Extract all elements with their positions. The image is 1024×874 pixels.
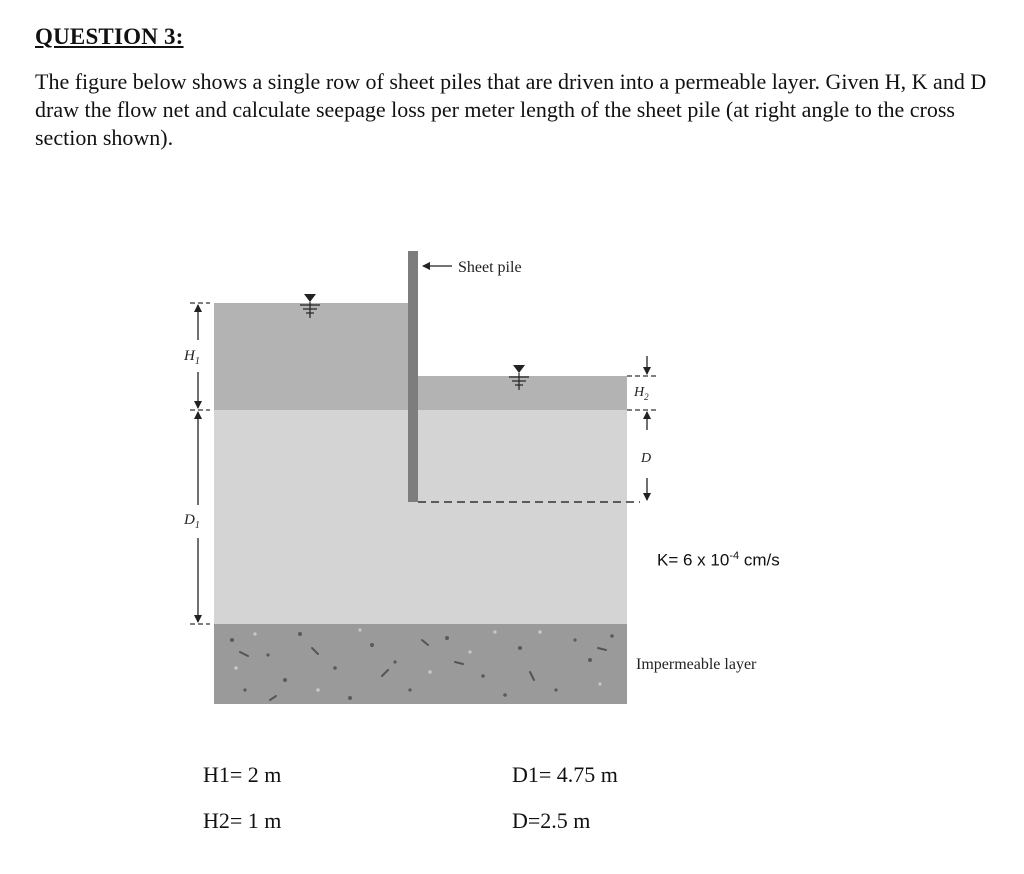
d-label: D — [641, 451, 652, 466]
h1-label: H — [184, 348, 195, 364]
impermeable-layer-label: Impermeable layer — [636, 656, 757, 673]
impermeable-layer — [214, 624, 627, 704]
k-exponent: -4 — [729, 550, 740, 562]
sheet-pile — [408, 251, 418, 502]
permeability-label — [657, 550, 780, 571]
upstream-water — [214, 303, 408, 410]
svg-text:H1 — [183, 348, 200, 367]
svg-text:H2 — [633, 385, 649, 402]
h2-dimension — [633, 356, 649, 430]
svg-text:D1 — [183, 512, 200, 531]
h1-subscript: 1 — [194, 356, 200, 367]
d1-label: D — [184, 512, 195, 528]
given-h2: H2= 1 m — [203, 808, 282, 833]
sheet-pile-label: Sheet pile — [458, 259, 522, 276]
question-text: The figure below shows a single row of sheet piles that are driven into a permeable layer. Given H, K and D draw the flow net and calculate seepage loss per meter length of the sheet pile (at right angle to the cross section shown). — [35, 69, 987, 150]
question-heading: QUESTION 3: — [35, 24, 184, 49]
permeable-soil-layer — [214, 410, 627, 624]
k-prefix: K= 6 x 10 — [657, 550, 730, 570]
h2-label: H — [634, 385, 645, 400]
d-dimension — [640, 451, 651, 500]
given-d1: D1= 4.75 m — [512, 762, 618, 787]
sheet-pile-callout — [423, 259, 522, 276]
d1-dimension — [183, 412, 200, 622]
d1-subscript: 1 — [194, 520, 200, 531]
h1-dimension — [183, 305, 200, 408]
h2-subscript: 2 — [644, 392, 649, 402]
given-d: D=2.5 m — [512, 808, 591, 833]
given-h1: H1= 2 m — [203, 762, 282, 787]
k-unit: cm/s — [739, 550, 780, 570]
